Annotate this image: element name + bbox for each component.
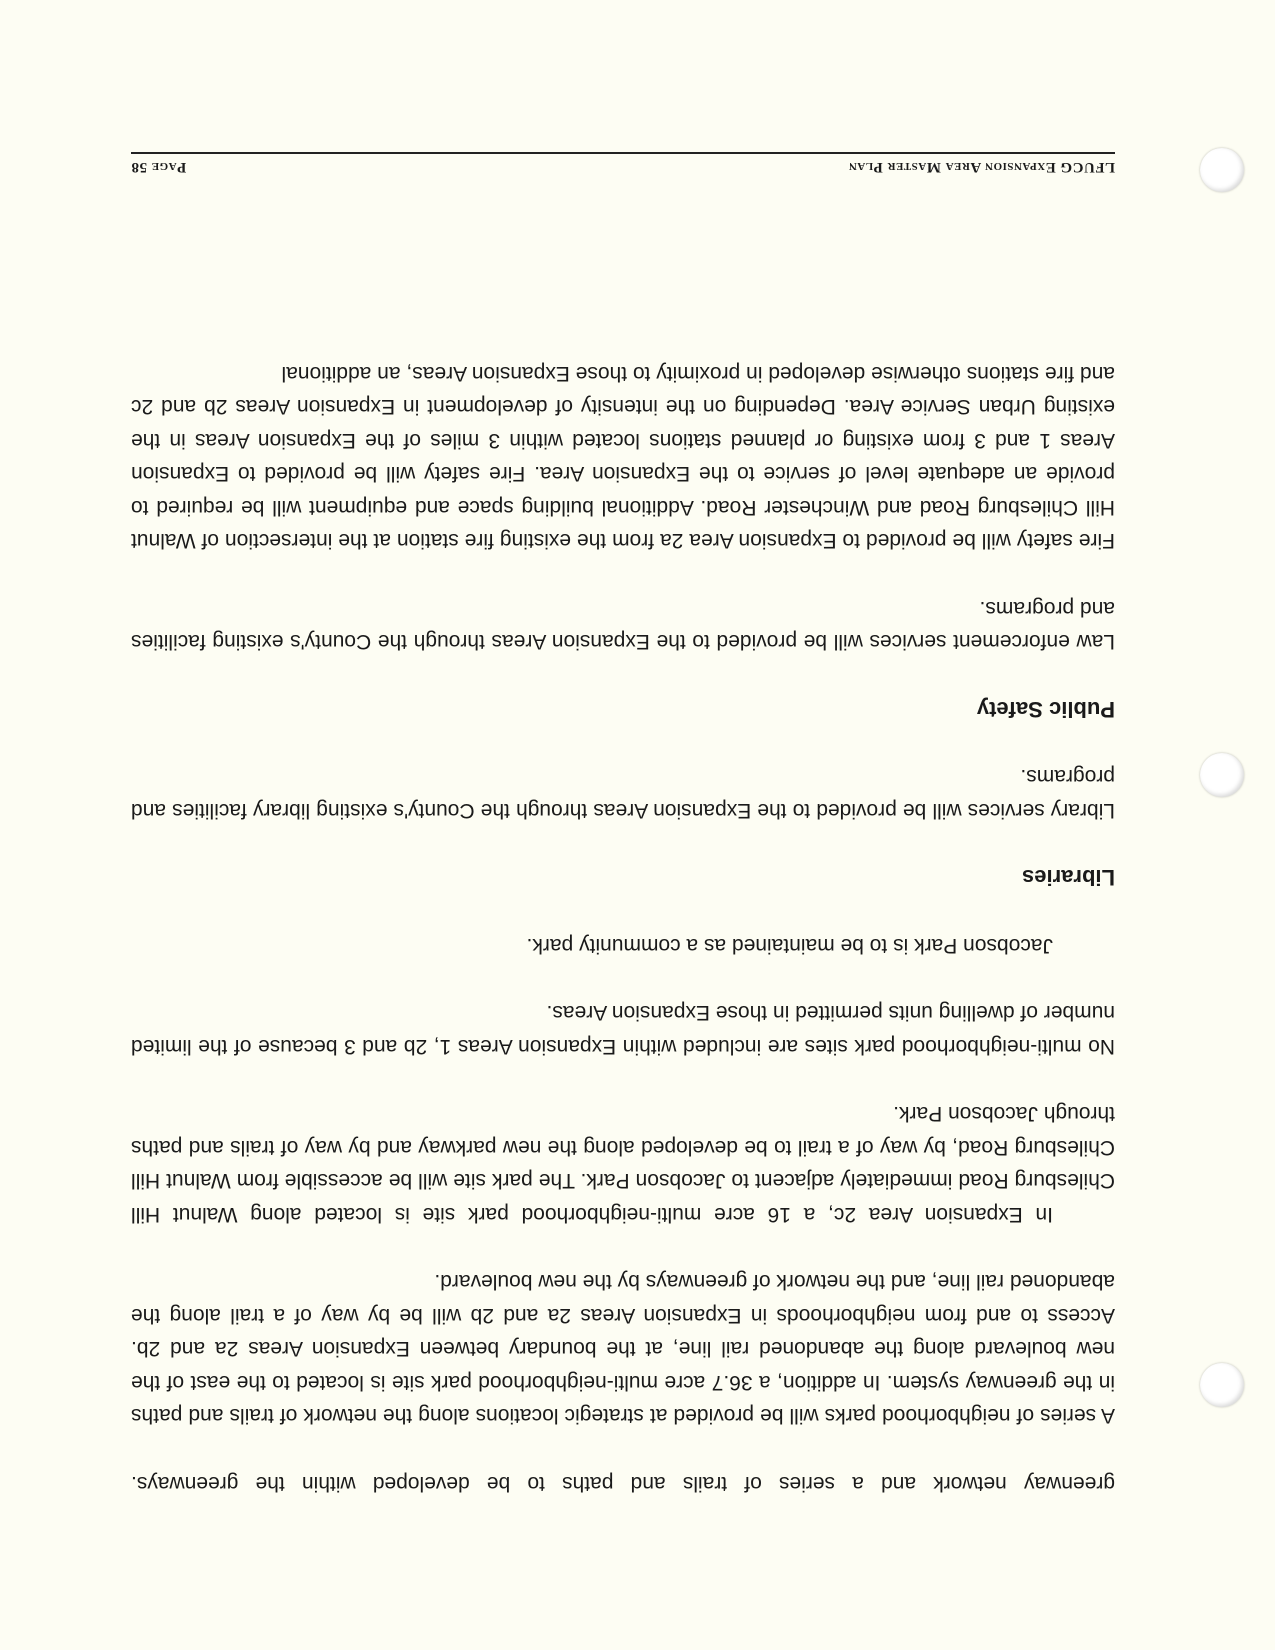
paragraph-library-services: Library services will be provided to the Expansion Areas through the County's existing library facilities and programs.: [131, 765, 1115, 822]
paragraph-jacobson-park: Jacobson Park is to be maintained as a community park.: [526, 934, 1053, 957]
heading-public-safety: Public Safety: [976, 697, 1115, 722]
page-number: Page 58: [131, 159, 187, 175]
paragraph-continuation: greenway network and a series of trails and paths to be developed within the greenways.: [131, 1472, 1115, 1495]
paragraph-fire-safety: Fire safety will be provided to Expansion Area 2a from the existing fire station at the intersection of Walnut Hill Chilesburg Road and Winchester Road. Additional building space and equipment will be required to provide an adequate level of service to the Expansion Area. Fire safety will be provided to Expansion Areas 1 and 3 from existing or planned stations located within 3 miles of the Expansion Areas in the existing Urban Service Area. Depending on the intensity of development in Expansion Areas 2b and 2c and fire stations otherwise developed in proximity to those Expansion Areas, an additional: [131, 362, 1115, 553]
page-header: [131, 152, 1115, 180]
paragraph-law-enforcement: Law enforcement services will be provided to the Expansion Areas through the County's existing facilities and programs.: [131, 597, 1115, 654]
paragraph-expansion-area-2c: In Expansion Area 2c, a 16 acre multi-neighborhood park site is located along Walnut Hill Chilesburg Road immediately adjacent to Jacobson Park. The park site will be accessible from Walnut Hill Chilesburg Road, by way of a trail to be developed along the new parkway and by way of trails and paths through Jacobson Park.: [131, 1102, 1115, 1226]
paragraph-no-multi-neighborhood: No multi-neighborhood park sites are included within Expansion Areas 1, 2b and 3 because of the limited number of dwelling units permitted in those Expansion Areas.: [131, 1001, 1115, 1058]
header-title: LFUCG Expansion Area Master Plan: [848, 159, 1115, 175]
page-content: [131, 357, 1115, 1501]
paragraph-neighborhood-parks: A series of neighborhood parks will be provided at strategic locations along the network of trails and paths in the greenway system. In addition, a 36.7 acre multi-neighborhood park site is located to the east of the new boulevard along the abandoned rail line, at the boundary between Expansion Areas 2a and 2b. Access to and from neighborhoods in Expansion Areas 2a and 2b will be by way of a trail along the abandoned rail line, and the network of greenways by the new boulevard.: [131, 1270, 1115, 1428]
heading-libraries: Libraries: [1022, 865, 1115, 891]
